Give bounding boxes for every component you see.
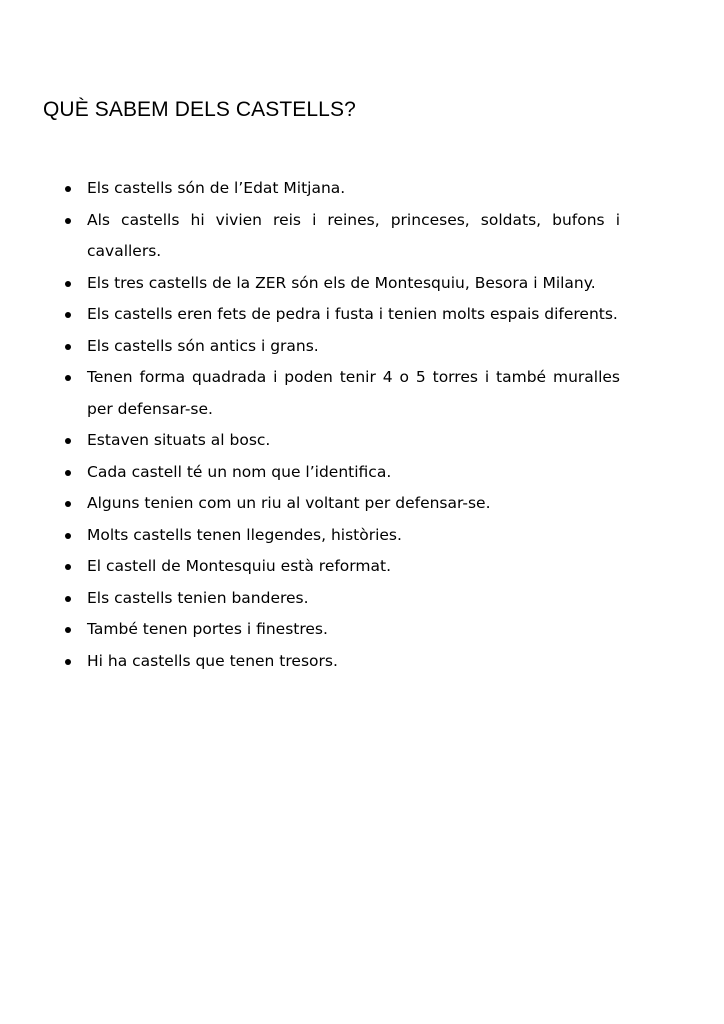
list-item bbox=[64, 488, 620, 520]
list-item-text: També tenen portes i finestres. bbox=[87, 620, 328, 638]
bullet-icon bbox=[65, 218, 71, 224]
list-item bbox=[64, 457, 620, 489]
bullet-icon bbox=[65, 627, 71, 633]
bullet-icon bbox=[65, 564, 71, 570]
bullet-icon bbox=[65, 375, 71, 381]
list-item-text: Alguns tenien com un riu al voltant per defensar-se. bbox=[87, 494, 491, 512]
list-item bbox=[64, 268, 620, 300]
bullet-icon bbox=[65, 344, 71, 350]
bullet-icon bbox=[65, 470, 71, 476]
bullet-icon bbox=[65, 281, 71, 287]
list-item bbox=[64, 520, 620, 552]
list-item-text: Cada castell té un nom que l’identifica. bbox=[87, 462, 392, 481]
list-item-text: Als castells hi vivien reis i reines, princeses, soldats, bufons i cavallers. bbox=[87, 210, 620, 260]
list-item bbox=[64, 551, 620, 583]
list-item bbox=[64, 362, 620, 425]
bullet-icon bbox=[65, 596, 71, 602]
list-item-text: Els castells són de l’Edat Mitjana. bbox=[87, 179, 346, 197]
list-item-text: Els castells són antics i grans. bbox=[87, 336, 319, 355]
list-item-text: Els tres castells de la ZER són els de Montesquiu, Besora i Milany. bbox=[87, 273, 596, 292]
list-item-text: Els castells tenien banderes. bbox=[87, 588, 309, 607]
list-item bbox=[64, 646, 620, 678]
list-item bbox=[64, 205, 620, 268]
list-item bbox=[64, 173, 620, 205]
bullet-list bbox=[64, 173, 620, 677]
page-title: QUÈ SABEM DELS CASTELLS? bbox=[43, 98, 356, 121]
bullet-icon bbox=[65, 533, 71, 539]
bullet-icon bbox=[65, 438, 71, 444]
list-item bbox=[64, 331, 620, 363]
list-item-text: Hi ha castells que tenen tresors. bbox=[87, 651, 338, 670]
list-item-text: Els castells eren fets de pedra i fusta i tenien molts espais diferents. bbox=[87, 305, 618, 323]
list-item-text: Molts castells tenen llegendes, històries. bbox=[87, 525, 402, 544]
list-item bbox=[64, 299, 620, 331]
list-item-text: Tenen forma quadrada i poden tenir 4 o 5 torres i també muralles per defensar-se. bbox=[87, 368, 620, 418]
list-item bbox=[64, 425, 620, 457]
bullet-icon bbox=[65, 501, 71, 507]
bullet-icon bbox=[65, 659, 71, 665]
bullet-icon bbox=[65, 186, 71, 192]
list-item bbox=[64, 614, 620, 646]
list-item-text: El castell de Montesquiu està reformat. bbox=[87, 557, 391, 575]
bullet-icon bbox=[65, 312, 71, 318]
list-item-text: Estaven situats al bosc. bbox=[87, 431, 271, 449]
list-item bbox=[64, 583, 620, 615]
